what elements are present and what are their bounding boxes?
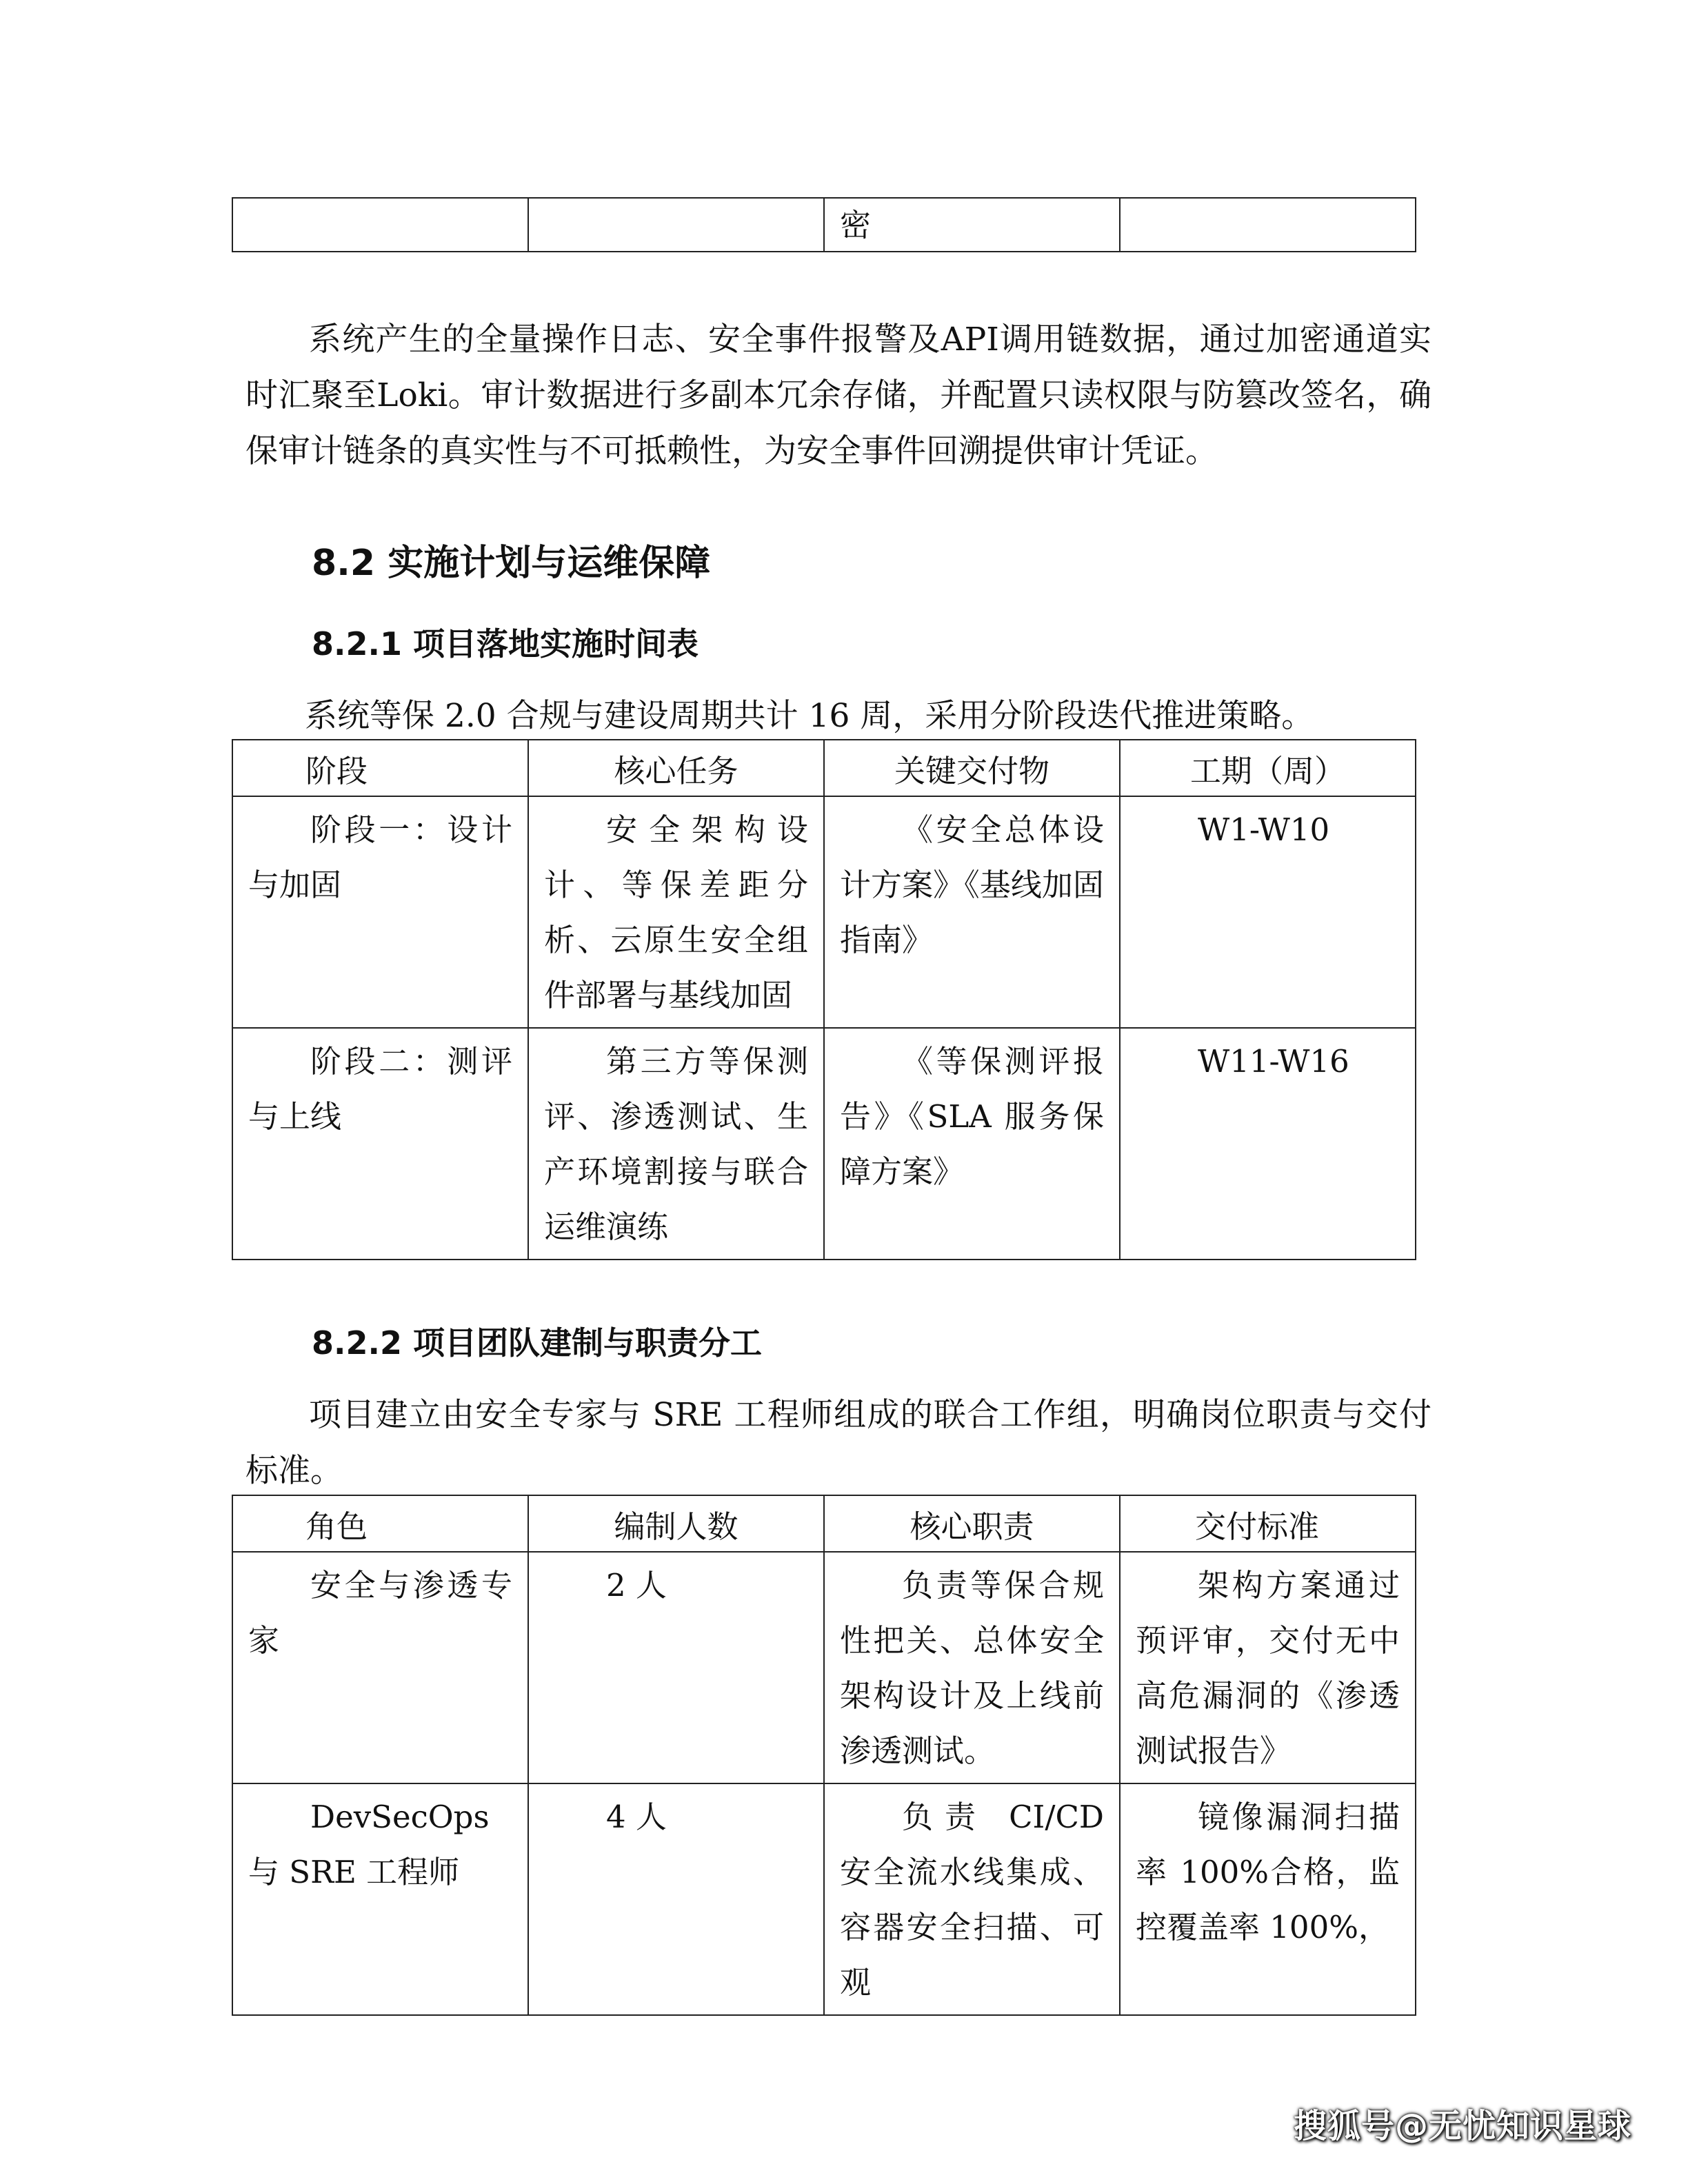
table-cell: 阶段一：设计与加固 bbox=[232, 796, 528, 1028]
table-cell: 镜像漏洞扫描率 100%合格，监控覆盖率 100%， bbox=[1120, 1783, 1416, 2015]
column-header: 关键交付物 bbox=[824, 740, 1120, 796]
table-header-row bbox=[232, 1495, 1416, 1552]
table-cell: 4 人 bbox=[528, 1783, 824, 2015]
table-cell: 安全与渗透专家 bbox=[232, 1552, 528, 1783]
table-row bbox=[232, 796, 1416, 1028]
section-heading-8-2-2: 8.2.2 项目团队建制与职责分工 bbox=[312, 1324, 762, 1362]
table-cell: 负责 CI/CD 安全流水线集成、容器安全扫描、可观 bbox=[824, 1783, 1120, 2015]
table-cell: W1-W10 bbox=[1120, 796, 1416, 1028]
table-cell: 阶段二：测评与上线 bbox=[232, 1028, 528, 1260]
table-cell: 架构方案通过预评审，交付无中高危漏洞的《渗透测试报告》 bbox=[1120, 1552, 1416, 1783]
schedule-intro: 系统等保 2.0 合规与建设周期共计 16 周，采用分阶段迭代推进策略。 bbox=[305, 697, 1314, 735]
column-header: 工期（周） bbox=[1120, 740, 1416, 796]
table-row bbox=[232, 1783, 1416, 2015]
table-header-row bbox=[232, 740, 1416, 796]
column-header: 核心职责 bbox=[824, 1495, 1120, 1552]
table-cell: 第三方等保测评、渗透测试、生产环境割接与联合运维演练 bbox=[528, 1028, 824, 1260]
table-cell bbox=[528, 198, 824, 252]
column-header: 角色 bbox=[232, 1495, 528, 1552]
table-cell: W11-W16 bbox=[1120, 1028, 1416, 1260]
table-cell: 密 bbox=[824, 198, 1120, 252]
table-cell: 2 人 bbox=[528, 1552, 824, 1783]
team-table bbox=[232, 1495, 1416, 2016]
table-cell: DevSecOps 与 SRE 工程师 bbox=[232, 1783, 528, 2015]
audit-paragraph: 系统产生的全量操作日志、安全事件报警及API调用链数据，通过加密通道实时汇聚至Loki。审计数据进行多副本冗余存储，并配置只读权限与防篡改签名，确保审计链条的真实性与不可抵赖性，为安全事件回溯提供审计凭证。 bbox=[245, 321, 1431, 470]
section-heading-8-2-1: 8.2.1 项目落地实施时间表 bbox=[312, 625, 699, 663]
watermark: 搜狐号@无忧知识星球 bbox=[1293, 2107, 1631, 2145]
table-cell bbox=[232, 198, 528, 252]
table-cell bbox=[1120, 198, 1416, 252]
table-row bbox=[232, 1028, 1416, 1260]
team-intro: 项目建立由安全专家与 SRE 工程师组成的联合工作组，明确岗位职责与交付标准。 bbox=[245, 1396, 1431, 1490]
table-cell: 负责等保合规性把关、总体安全架构设计及上线前渗透测试。 bbox=[824, 1552, 1120, 1783]
table-row bbox=[232, 1552, 1416, 1783]
table-row bbox=[232, 198, 1416, 252]
table-cell: 《等保测评报告》《SLA 服务保障方案》 bbox=[824, 1028, 1120, 1260]
column-header: 核心任务 bbox=[528, 740, 824, 796]
table-cell: 《安全总体设计方案》《基线加固指南》 bbox=[824, 796, 1120, 1028]
column-header: 交付标准 bbox=[1120, 1495, 1416, 1552]
column-header: 阶段 bbox=[232, 740, 528, 796]
schedule-table bbox=[232, 739, 1416, 1260]
table-cell: 安全架构设计、等保差距分析、云原生安全组件部署与基线加固 bbox=[528, 796, 824, 1028]
column-header: 编制人数 bbox=[528, 1495, 824, 1552]
section-heading-8-2: 8.2 实施计划与运维保障 bbox=[312, 543, 711, 584]
continued-table bbox=[232, 197, 1416, 252]
